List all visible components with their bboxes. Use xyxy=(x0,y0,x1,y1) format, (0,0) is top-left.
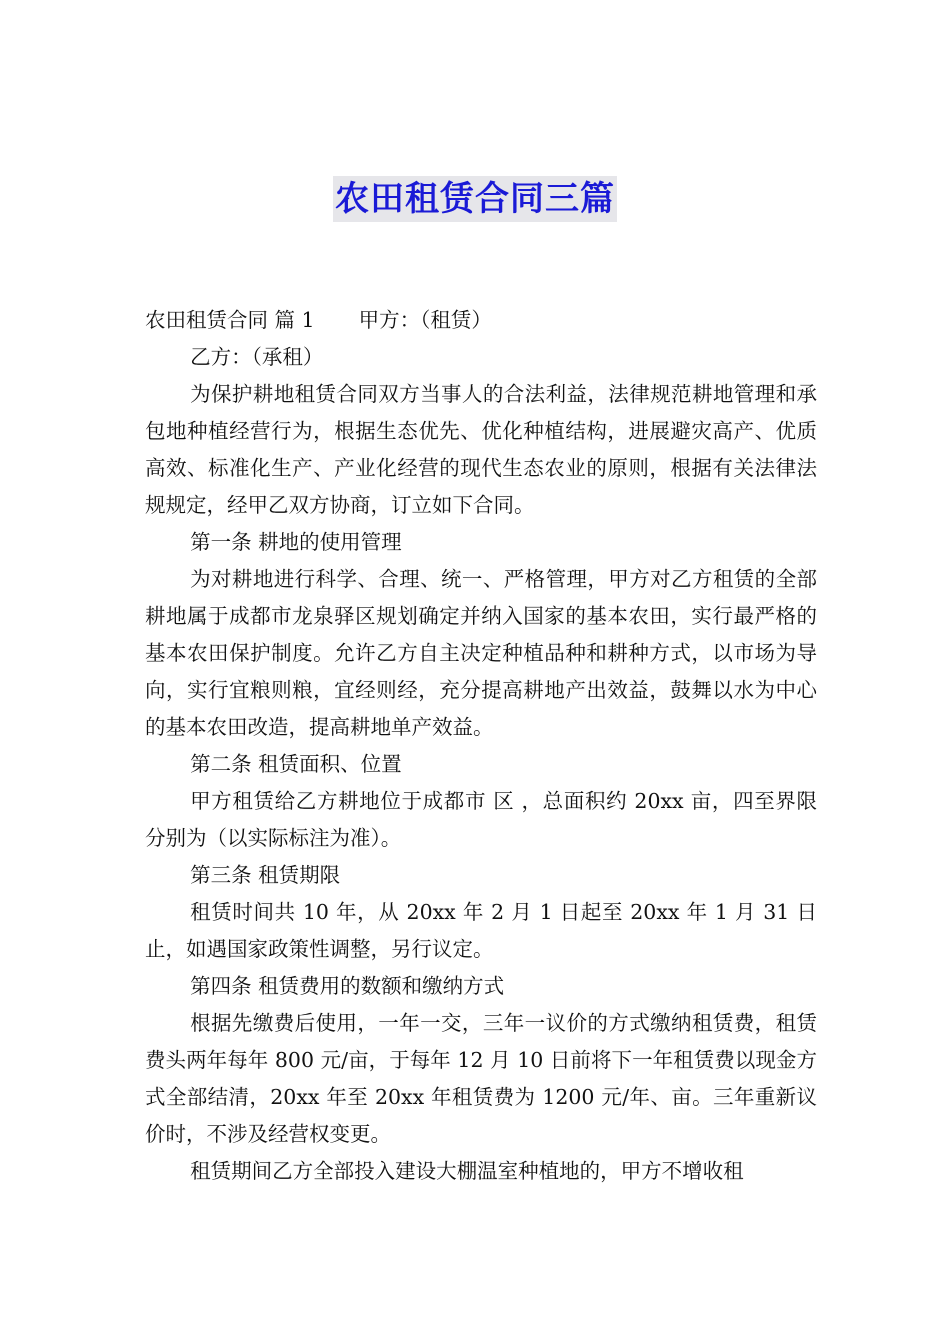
party-a-label: 甲方：（租赁） xyxy=(358,308,492,332)
document-body xyxy=(145,302,817,1190)
preamble-paragraph: 为保护耕地租赁合同双方当事人的合法利益，法律规范耕地管理和承包地种植经营行为，根据生态优先、优化种植结构，进展避灾高产、优质高效、标准化生产、产业化经营的现代生态农业的原则，根据有关法律法规规定，经甲乙双方协商，订立如下合同。 xyxy=(145,382,817,517)
article-2-body: 甲方租赁给乙方耕地位于成都市 区 ，总面积约 20xx 亩，四至界限分别为（以实际标注为准）。 xyxy=(145,789,817,850)
article-3-body: 租赁时间共 10 年，从 20xx 年 2 月 1 日起至 20xx 年 1 月 31 日止，如遇国家政策性调整，另行议定。 xyxy=(145,900,817,961)
page-title: 农田租赁合同三篇 xyxy=(333,176,617,222)
title-wrapper xyxy=(0,176,950,222)
article-4-body-continued: 租赁期间乙方全部投入建设大棚温室种植地的，甲方不增收租 xyxy=(190,1159,744,1183)
contract-heading: 农田租赁合同 篇 1 xyxy=(145,308,315,332)
article-2-heading: 第二条 租赁面积、位置 xyxy=(190,752,402,776)
article-4-heading: 第四条 租赁费用的数额和缴纳方式 xyxy=(190,974,505,998)
article-1-body: 为对耕地进行科学、合理、统一、严格管理，甲方对乙方租赁的全部耕地属于成都市龙泉驿区规划确定并纳入国家的基本农田，实行最严格的基本农田保护制度。允许乙方自主决定种植品种和耕种方式，以市场为导向，实行宜粮则粮，宜经则经，充分提高耕地产出效益，鼓舞以水为中心的基本农田改造，提高耕地单产效益。 xyxy=(145,567,817,739)
party-b-label: 乙方：（承租） xyxy=(190,345,324,369)
article-1-heading: 第一条 耕地的使用管理 xyxy=(190,530,402,554)
first-line xyxy=(145,302,817,339)
article-4-body: 根据先缴费后使用，一年一交，三年一议价的方式缴纳租赁费，租赁费头两年每年 800 元/亩，于每年 12 月 10 日前将下一年租赁费以现金方式全部结清，20xx 年至 20xx 年租赁费为 1200 元/年、亩。三年重新议价时，不涉及经营权变更。 xyxy=(145,1011,817,1146)
article-3-heading: 第三条 租赁期限 xyxy=(190,863,341,887)
